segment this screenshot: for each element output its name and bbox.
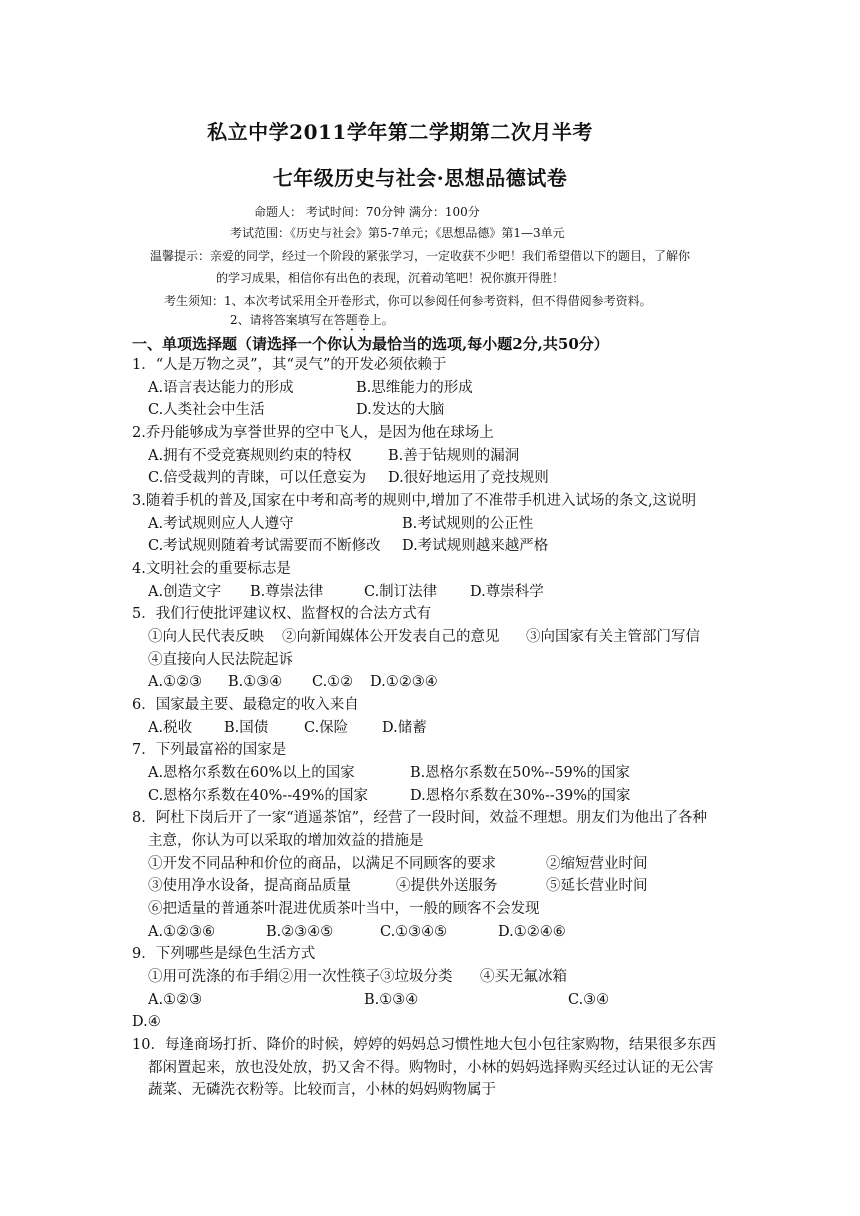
q9-item-4: ④买无氟冰箱 — [480, 969, 567, 985]
q9-option-d: D.④ — [132, 1014, 161, 1030]
q9-option-a: A.①②③ — [148, 992, 203, 1008]
exam-scope: 考试范围：《历史与社会》第5-7单元；《思想品德》第1—3单元 — [230, 226, 565, 240]
q5-item-2: ②向新闻媒体公开发表自己的意见 — [282, 629, 500, 645]
q1-option-b: B.思维能力的形成 — [356, 380, 473, 396]
q6-option-b: B.国债 — [224, 720, 269, 736]
q8-item-6: ⑥把适量的普通茶叶混进优质茶叶当中，一般的顾客不会发现 — [148, 901, 540, 917]
question-6-stem: 6．国家最主要、最稳定的收入来自 — [132, 697, 359, 713]
q8-item-3: ③使用净水设备，提高商品质量 — [148, 878, 351, 894]
answer-sheet-emphasis: 答题卷 — [333, 313, 370, 327]
exam-info: 命题人： 考试时间：70分钟 满分：100分 — [254, 205, 480, 219]
question-5-stem: 5．我们行使批评建议权、监督权的合法方式有 — [132, 606, 432, 622]
question-10-stem: 10．每逢商场打折、降价的时候，婷婷的妈妈总习惯性地大包小包往家购物，结果很多东西 — [132, 1037, 716, 1053]
notice-text-c: 上。 — [369, 313, 394, 327]
q5-option-c: C.①② — [312, 674, 354, 690]
q4-option-c: C.制订法律 — [364, 584, 438, 600]
q5-option-d: D.①②③④ — [370, 674, 438, 690]
q4-option-b: B.尊崇法律 — [250, 584, 324, 600]
q1-option-d: D.发达的大脑 — [356, 402, 445, 418]
q3-option-d: D.考试规则越来越严格 — [402, 538, 549, 554]
question-8-stem-cont: 主意，你认为可以采取的增加效益的措施是 — [148, 833, 424, 849]
tip-line-1: 温馨提示：亲爱的同学，经过一个阶段的紧张学习，一定收获不少吧！我们希望借以下的题目，了解你 — [150, 249, 691, 263]
question-7-stem: 7．下列最富裕的国家是 — [132, 742, 287, 758]
question-4-stem: 4.文明社会的重要标志是 — [132, 561, 291, 577]
q1-option-c: C.人类社会中生活 — [148, 402, 265, 418]
q6-option-c: C.保险 — [304, 720, 349, 736]
question-9-stem: 9．下列哪些是绿色生活方式 — [132, 946, 316, 962]
q7-option-a: A.恩格尔系数在60%以上的国家 — [148, 765, 355, 781]
question-10-stem-cont-2: 蔬菜、无磷洗衣粉等。比较而言，小林的妈妈购物属于 — [148, 1082, 496, 1098]
exam-subtitle: 七年级历史与社会·思想品德试卷 — [272, 166, 568, 190]
q9-items-1-3: ①用可洗涤的布手绢②用一次性筷子③垃圾分类 — [148, 969, 453, 985]
q8-item-4: ④提供外送服务 — [396, 878, 498, 894]
q8-item-5: ⑤延长营业时间 — [546, 878, 648, 894]
q5-item-1: ①向人民代表反映 — [148, 629, 264, 645]
exam-title: 私立中学2011学年第二学期第二次月半考 — [207, 120, 593, 144]
q6-option-a: A.税收 — [148, 720, 193, 736]
q9-option-b: B.①③④ — [364, 992, 419, 1008]
question-8-stem: 8．阿杜下岗后开了一家“逍遥茶馆”，经营了一段时间，效益不理想。朋友们为他出了各种 — [132, 810, 708, 826]
q8-item-1: ①开发不同品种和价位的商品，以满足不同顾客的要求 — [148, 856, 496, 872]
q7-option-b: B.恩格尔系数在50%--59%的国家 — [410, 765, 631, 781]
q4-option-d: D.尊崇科学 — [470, 584, 544, 600]
q2-option-b: B.善于钻规则的漏洞 — [388, 448, 520, 464]
q6-option-d: D.储蓄 — [382, 720, 427, 736]
q8-option-b: B.②③④⑤ — [266, 924, 334, 940]
q4-option-a: A.创造文字 — [148, 584, 222, 600]
question-10-stem-cont-1: 都闲置起来，放也没处放，扔又舍不得。购物时，小林的妈妈选择购买经过认证的无公害 — [148, 1060, 714, 1076]
q8-option-c: C.①③④⑤ — [380, 924, 448, 940]
q3-option-b: B.考试规则的公正性 — [402, 516, 534, 532]
q2-option-a: A.拥有不受竞赛规则约束的特权 — [148, 448, 352, 464]
notice-text-a: 2、请将答案填写在 — [230, 313, 334, 327]
q5-item-4: ④直接向人民法院起诉 — [148, 652, 293, 668]
q2-option-c: C.倍受裁判的青睐，可以任意妄为 — [148, 470, 367, 486]
notice-line-1: 考生须知：1、本次考试采用全开卷形式，你可以参阅任何参考资料，但不得借阅参考资料。 — [164, 294, 652, 308]
question-3-stem: 3.随着手机的普及,国家在中考和高考的规则中,增加了不准带手机进入试场的条文,这说明 — [132, 493, 697, 509]
section-heading: 一、单项选择题（请选择一个你认为最恰当的选项,每小题2分,共50分） — [132, 335, 609, 353]
tip-line-2: 的学习成果，相信你有出色的表现，沉着动笔吧！祝你旗开得胜！ — [216, 271, 565, 285]
q7-option-c: C.恩格尔系数在40%--49%的国家 — [148, 788, 368, 804]
q8-option-d: D.①②④⑥ — [498, 924, 566, 940]
q5-option-a: A.①②③ — [148, 674, 203, 690]
q3-option-a: A.考试规则应人人遵守 — [148, 516, 294, 532]
q9-option-c: C.③④ — [568, 992, 610, 1008]
q2-option-d: D.很好地运用了竞技规则 — [388, 470, 549, 486]
question-1-stem: 1．“人是万物之灵”，其“灵气”的开发必须依赖于 — [132, 357, 447, 373]
q8-option-a: A.①②③⑥ — [148, 924, 216, 940]
question-2-stem: 2.乔丹能够成为享誉世界的空中飞人，是因为他在球场上 — [132, 425, 494, 441]
notice-line-2 — [230, 311, 394, 334]
q5-option-b: B.①③④ — [228, 674, 283, 690]
q5-item-3: ③向国家有关主管部门写信 — [526, 629, 700, 645]
q8-item-2: ②缩短营业时间 — [546, 856, 648, 872]
q7-option-d: D.恩格尔系数在30%--39%的国家 — [410, 788, 631, 804]
q3-option-c: C.考试规则随着考试需要而不断修改 — [148, 538, 381, 554]
q1-option-a: A.语言表达能力的形成 — [148, 380, 294, 396]
